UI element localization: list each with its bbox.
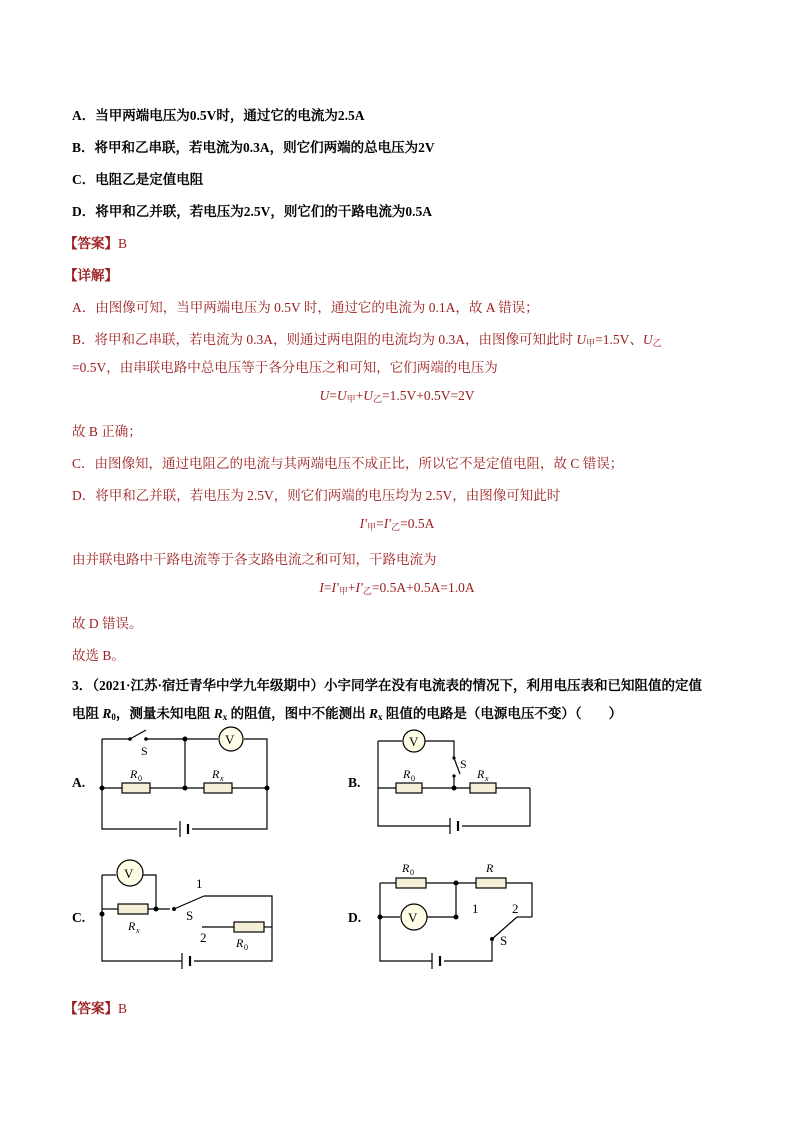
circuit-a-label: A.: [72, 775, 86, 790]
svg-text:V: V: [408, 910, 418, 925]
circuit-b-label: B.: [348, 775, 361, 790]
svg-text:0: 0: [411, 774, 415, 783]
svg-text:1: 1: [196, 876, 203, 891]
svg-text:0: 0: [410, 868, 414, 877]
detail-d3: 故 D 错误。: [72, 616, 143, 631]
resistor-r0: [122, 783, 150, 793]
resistor-rx: [118, 904, 148, 914]
detail-label: 【详解】: [64, 268, 118, 283]
svg-text:0: 0: [138, 774, 142, 783]
circuit-a-diagram: [96, 725, 276, 835]
svg-text:R: R: [403, 767, 411, 781]
detail-final: 故选 B。: [72, 648, 125, 663]
svg-text:1: 1: [472, 901, 479, 916]
resistor-r0: [396, 783, 422, 793]
question3-line2: 电阻 $R_0$，测量未知电阻 $R_x$ 的阻值，图中不能测出 $R_x$ 阻值的电路是（电源电压不变）（ ）: [72, 706, 623, 722]
svg-text:x: x: [136, 926, 140, 935]
equation-1: $U=U_甲+U_乙=1.5V+0.5V=2V$: [319, 388, 475, 404]
svg-text:V: V: [409, 734, 419, 749]
resistor-rx: [470, 783, 496, 793]
svg-text:S: S: [460, 757, 467, 771]
svg-text:R: R: [130, 767, 138, 781]
svg-text:2: 2: [200, 930, 207, 945]
detail-d2: 由并联电路中干路电流等于各支路电流之和可知，干路电流为: [72, 552, 437, 567]
option-d: D．将甲和乙并联，若电压为2.5V，则它们的干路电流为0.5A: [72, 204, 432, 219]
svg-text:0: 0: [244, 943, 248, 952]
detail-b1: B．将甲和乙串联，若电流为 0.3A，则通过两电阻的电流均为 0.3A，由图像可知此时 $U_甲=1.5V$、$U_乙$: [72, 332, 662, 348]
circuit-b-diagram: [372, 730, 537, 835]
svg-text:x: x: [485, 774, 489, 783]
option-c: C．电阻乙是定值电阻: [72, 172, 204, 187]
detail-c: C．由图像知，通过电阻乙的电流与其两端电压不成正比，所以它不是定值电阻，故 C 错误；: [72, 456, 624, 471]
svg-text:R: R: [212, 767, 220, 781]
switch-label: S: [141, 744, 148, 758]
detail-b3: 故 B 正确；: [72, 424, 142, 439]
svg-text:R: R: [402, 861, 410, 875]
svg-text:V: V: [225, 732, 235, 747]
switch-s: [130, 730, 146, 739]
circuit-c-diagram: [96, 855, 281, 970]
resistor-rx: [204, 783, 232, 793]
svg-text:S: S: [186, 908, 194, 923]
detail-b2: =0.5V，由串联电路中总电压等于各分电压之和可知，它们两端的电压为: [72, 360, 498, 375]
equation-2: $I'_甲=I'_乙=0.5A$: [359, 516, 435, 532]
svg-text:R: R: [128, 919, 136, 933]
svg-text:R: R: [486, 861, 494, 875]
circuit-d-diagram: [372, 855, 542, 970]
svg-text:V: V: [124, 866, 134, 881]
circuit-c-label: C.: [72, 910, 86, 925]
answer-2: 【答案】B: [64, 1001, 128, 1016]
svg-text:2: 2: [512, 901, 519, 916]
answer-1: 【答案】B: [64, 236, 128, 251]
option-a: A．当甲两端电压为0.5V时，通过它的电流为2.5A: [72, 108, 365, 123]
svg-text:S: S: [500, 933, 508, 948]
resistor-r0: [234, 922, 264, 932]
detail-d1: D．将甲和乙并联，若电压为 2.5V，则它们两端的电压均为 2.5V，由图像可知此时: [72, 488, 561, 503]
question3-line1: 3．（2021·江苏·宿迁青华中学九年级期中）小宇同学在没有电流表的情况下，利用电压表和已知阻值的定值: [72, 678, 703, 693]
equation-3: $I=I'_甲+I'_乙=0.5A+0.5A=1.0A$: [319, 580, 475, 596]
circuit-d-label: D.: [348, 910, 362, 925]
svg-text:x: x: [220, 774, 224, 783]
resistor-r0: [396, 878, 426, 888]
svg-text:R: R: [236, 936, 244, 950]
resistor-r: [476, 878, 506, 888]
detail-a: A．由图像可知，当甲两端电压为 0.5V 时，通过它的电流为 0.1A，故 A 错误；: [72, 300, 539, 315]
option-b: B．将甲和乙串联，若电流为0.3A，则它们两端的总电压为2V: [72, 140, 435, 155]
svg-text:R: R: [477, 767, 485, 781]
